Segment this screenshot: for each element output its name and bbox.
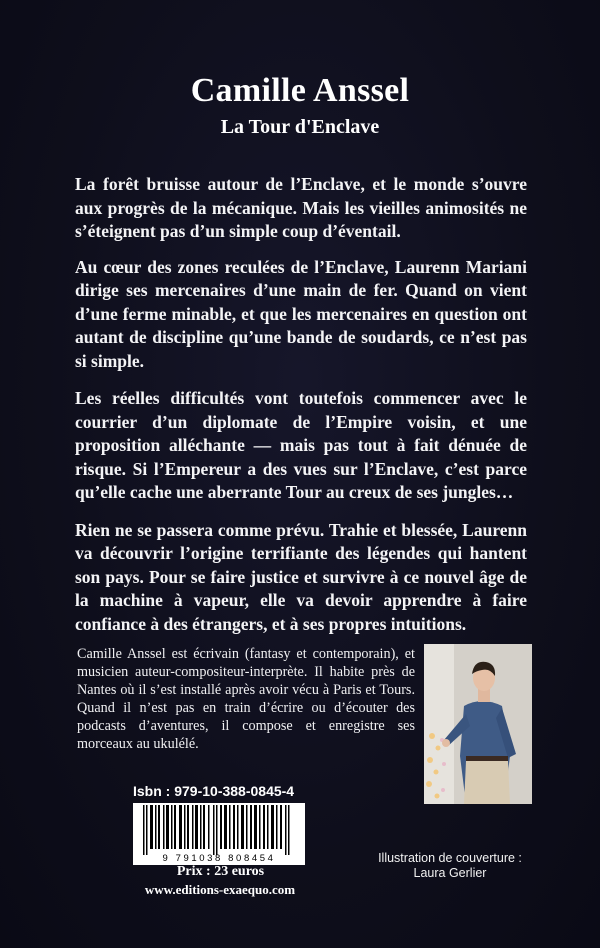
book-title: La Tour d'Enclave bbox=[220, 116, 380, 138]
author-bio: Camille Anssel est écrivain (fantasy et contemporain), et musicien auteur-compositeur-interprète. Il habite près de Nantes où il s’est installé après avoir vécu à Paris et Tours. Quand il n’est pas en train d’écrire ou d’écouter des podcasts d’aventures, il compose et enregistre ses morceaux au ukulélé. bbox=[77, 646, 415, 752]
synopsis-paragraph-2: Au cœur des zones reculées de l’Enclave, Laurenn Mariani dirige ses mercenaires d’une main de fer. Quand on vient d’une ferme minable, et que les mercenaires en question ont autant de discipline qu’une bande de soudards, ce n’est pas si simple. bbox=[75, 256, 527, 371]
credit-label: Illustration de couverture : bbox=[378, 851, 522, 865]
barcode bbox=[133, 803, 305, 865]
barcode-digits: 9 791038 808454 bbox=[162, 853, 276, 864]
barcode-bars-icon bbox=[133, 805, 305, 855]
credit-illustrator: Laura Gerlier bbox=[413, 866, 487, 880]
price-label: Prix : 23 euros bbox=[176, 864, 265, 879]
synopsis-paragraph-4: Rien ne se passera comme prévu. Trahie et blessée, Laurenn va découvrir l’origine terrifiante des légendes qui hantent son pays. Pour se faire justice et survivre à ce nouvel âge de la machine à vapeur, elle va devoir apprendre à faire confiance à des étrangers, et à ses propres intuitions. bbox=[75, 519, 527, 634]
synopsis bbox=[75, 173, 527, 650]
synopsis-paragraph-3: Les réelles difficultés vont toutefois commencer avec le courrier d’un diplomate de l’Empire voisin, et une proposition alléchante — mais pas tout à fait dénuée de risque. Si l’Empereur a des vues sur l’Enclave, c’est parce qu’elle cache une aberrante Tour au creux de ses jungles… bbox=[75, 388, 527, 502]
isbn-label: Isbn : 979-10-388-0845-4 bbox=[133, 783, 295, 799]
synopsis-paragraph-1: La forêt bruisse autour de l’Enclave, et le monde s’ouvre aux progrès de la mécanique. Mais les vieilles animosités ne s’éteignent pas d’un simple coup d’éventail. bbox=[75, 174, 527, 241]
cover-illustration-credit bbox=[352, 851, 548, 881]
author-portrait-icon bbox=[424, 644, 532, 804]
publisher-website: www.editions-exaequo.com bbox=[144, 882, 296, 897]
author-photo bbox=[424, 644, 532, 804]
author-name: Camille Anssel bbox=[190, 72, 410, 109]
